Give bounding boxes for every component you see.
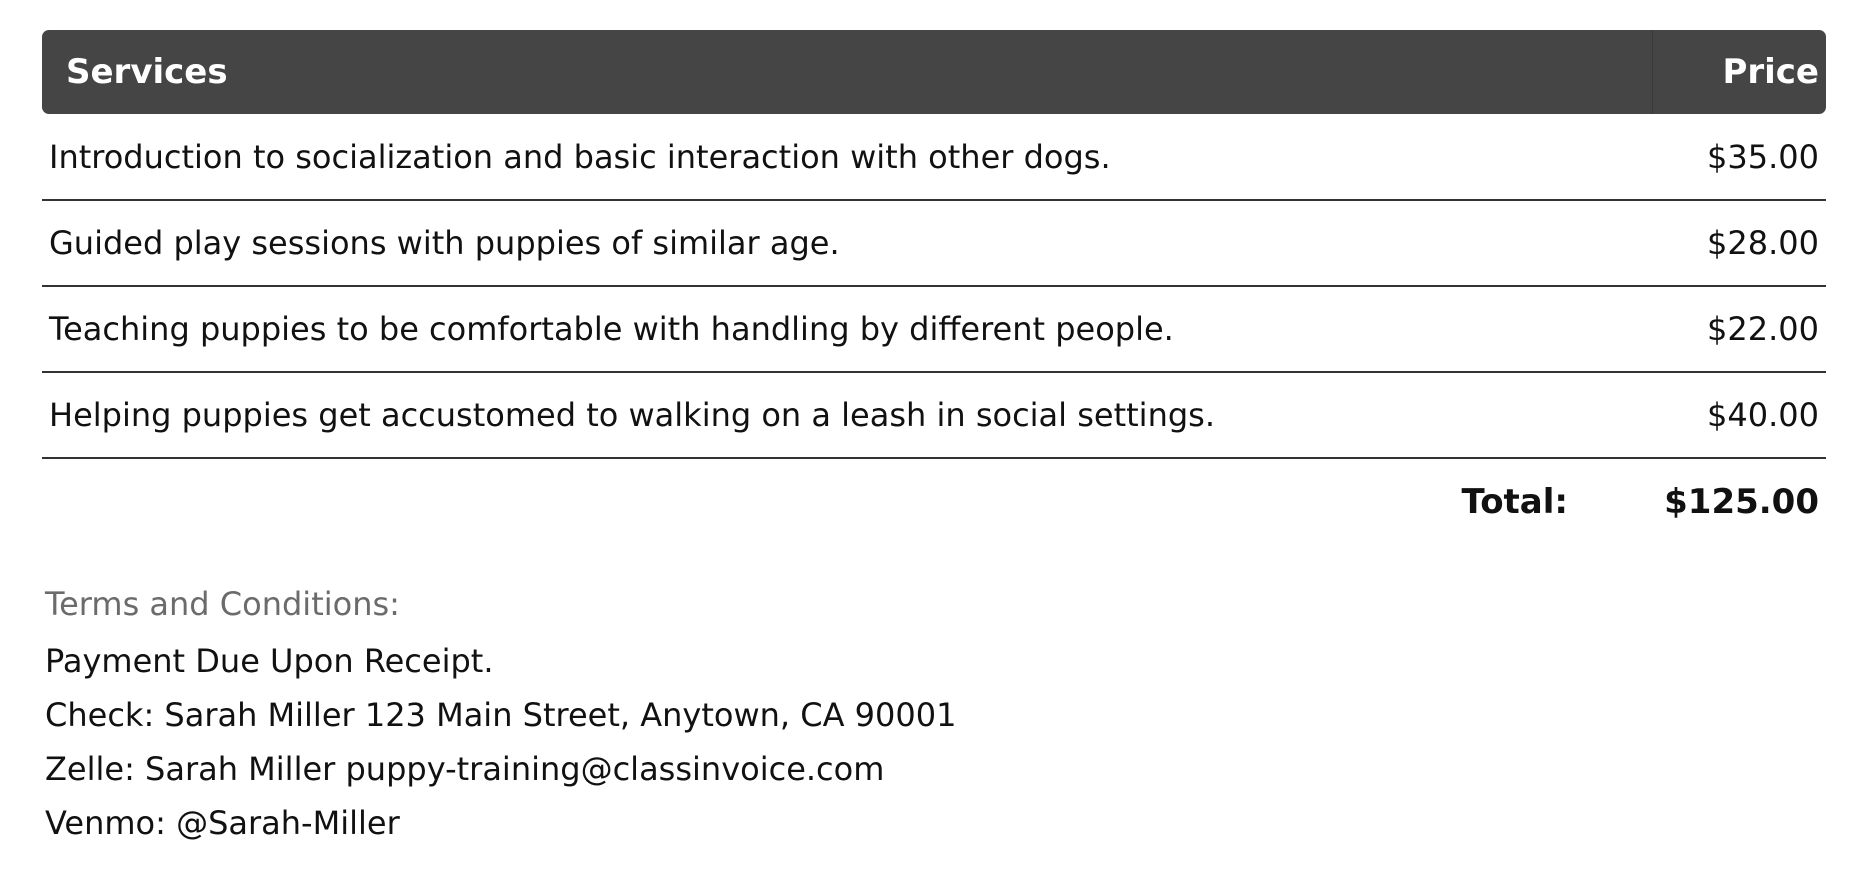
service-description: Teaching puppies to be comfortable with handling by different people. — [42, 286, 1652, 372]
terms-zelle-info: Zelle: Sarah Miller puppy-training@classinvoice.com — [45, 750, 885, 788]
terms-heading: Terms and Conditions: — [45, 585, 400, 623]
total-row — [42, 458, 1826, 544]
table-row — [42, 200, 1826, 286]
table-row — [42, 114, 1826, 200]
total-value: $125.00 — [1664, 481, 1819, 522]
total-label: Total: — [1461, 481, 1568, 522]
table-row — [42, 372, 1826, 458]
invoice — [42, 30, 1826, 544]
service-price: $40.00 — [1652, 372, 1826, 458]
service-description: Guided play sessions with puppies of similar age. — [42, 200, 1652, 286]
table-row — [42, 286, 1826, 372]
price-column-header: Price — [1652, 30, 1826, 114]
terms-section — [45, 580, 1445, 850]
service-price: $28.00 — [1652, 200, 1826, 286]
table-header-row — [42, 30, 1826, 114]
service-price: $35.00 — [1652, 114, 1826, 200]
terms-venmo-info: Venmo: @Sarah-Miller — [45, 804, 400, 842]
service-description: Introduction to socialization and basic interaction with other dogs. — [42, 114, 1652, 200]
terms-check-info: Check: Sarah Miller 123 Main Street, Anytown, CA 90001 — [45, 696, 957, 734]
services-table — [42, 30, 1826, 544]
service-description: Helping puppies get accustomed to walking on a leash in social settings. — [42, 372, 1652, 458]
services-column-header: Services — [42, 30, 1652, 114]
service-price: $22.00 — [1652, 286, 1826, 372]
terms-payment-due: Payment Due Upon Receipt. — [45, 642, 494, 680]
